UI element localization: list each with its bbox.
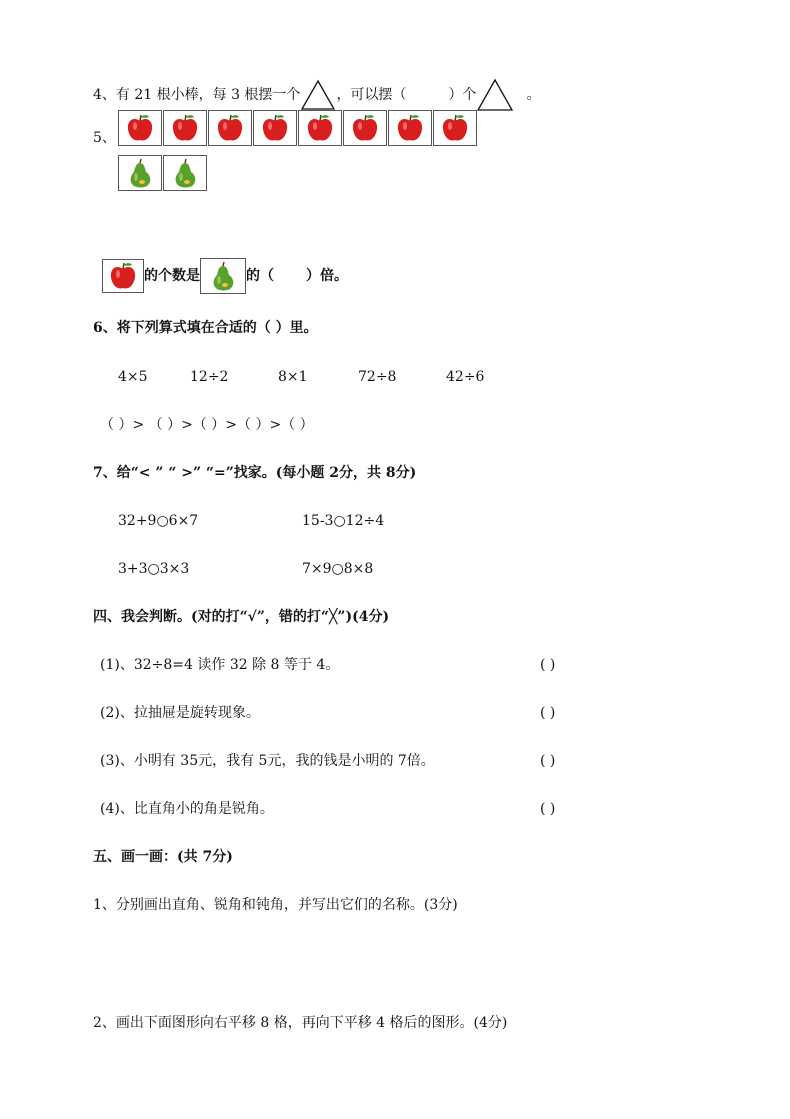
section5-title: 五、画一画：(共 7分) bbox=[93, 849, 233, 865]
apple-cell bbox=[208, 110, 252, 146]
apple-icon bbox=[395, 113, 425, 143]
apple-cell bbox=[118, 110, 162, 146]
apple-icon bbox=[350, 113, 380, 143]
pear-icon bbox=[207, 260, 239, 292]
q7-item: 32+9○6×7 bbox=[118, 513, 199, 529]
q6-expression: 12÷2 bbox=[190, 369, 229, 385]
section5-item1: 1、分别画出直角、锐角和钝角，并写出它们的名称。(3分) bbox=[93, 897, 458, 913]
apple-cell bbox=[163, 110, 207, 146]
apple-cell bbox=[343, 110, 387, 146]
judge-item: (3)、小明有 35元，我有 5元，我的钱是小明的 7倍。 bbox=[100, 753, 435, 769]
q6-title: 6、将下列算式填在合适的（ ）里。 bbox=[93, 320, 318, 336]
pear-box bbox=[200, 258, 246, 294]
q4-text-c: ）个 bbox=[448, 87, 477, 103]
judge-item: (1)、32÷8=4 读作 32 除 8 等于 4。 bbox=[100, 657, 340, 673]
q5-sentence-a: 的个数是 bbox=[144, 268, 200, 284]
apple-icon bbox=[215, 113, 245, 143]
triangle-icon bbox=[300, 79, 336, 111]
q5-sentence-c: ）倍。 bbox=[306, 268, 348, 284]
q4-text-b: ，可以摆（ bbox=[336, 87, 407, 103]
apple-cell bbox=[298, 110, 342, 146]
pear-row bbox=[118, 155, 208, 191]
section5-item2: 2、画出下面图形向右平移 8 格，再向下平移 4 格后的图形。(4分) bbox=[93, 1015, 508, 1031]
apple-cell bbox=[388, 110, 432, 146]
q6-expression: 4×5 bbox=[118, 369, 148, 385]
judge-item: (4)、比直角小的角是锐角。 bbox=[100, 801, 274, 817]
q6-expression: 8×1 bbox=[278, 369, 308, 385]
q4-text-a: 4、有 21 根小棒，每 3 根摆一个 bbox=[93, 87, 301, 103]
q4-text-d: 。 bbox=[526, 87, 541, 103]
q7-title: 7、给“< ” “ >” “=”找家。(每小题 2分，共 8分) bbox=[93, 465, 417, 481]
judge-item: (2)、拉抽屉是旋转现象。 bbox=[100, 705, 260, 721]
q5-sentence bbox=[102, 258, 348, 294]
section4-title: 四、我会判断。(对的打“√”，错的打“╳”)(4分) bbox=[93, 609, 390, 625]
judge-blank: ( ) bbox=[540, 657, 556, 673]
apple-icon bbox=[440, 113, 470, 143]
q6-expression: 72÷8 bbox=[358, 369, 397, 385]
triangle-icon bbox=[476, 78, 514, 112]
apple-icon bbox=[125, 113, 155, 143]
q7-item: 7×9○8×8 bbox=[302, 561, 374, 577]
judge-blank: ( ) bbox=[540, 705, 556, 721]
apple-row bbox=[118, 110, 478, 146]
q5-sentence-b: 的（ bbox=[246, 268, 274, 284]
q7-item: 3+3○3×3 bbox=[118, 561, 190, 577]
judge-blank: ( ) bbox=[540, 801, 556, 817]
judge-blank: ( ) bbox=[540, 753, 556, 769]
apple-icon bbox=[170, 113, 200, 143]
q7-item: 15-3○12÷4 bbox=[302, 513, 385, 529]
q5-label: 5、 bbox=[93, 130, 116, 146]
apple-icon bbox=[305, 113, 335, 143]
apple-box bbox=[102, 259, 144, 293]
pear-icon bbox=[169, 157, 201, 189]
apple-icon bbox=[260, 113, 290, 143]
apple-cell bbox=[433, 110, 477, 146]
q6-expression: 42÷6 bbox=[446, 369, 485, 385]
pear-cell bbox=[163, 155, 207, 191]
pear-cell bbox=[118, 155, 162, 191]
apple-cell bbox=[253, 110, 297, 146]
q6-compare-row: （ ）> （ ）>（ ）>（ ）>（ ） bbox=[100, 417, 314, 433]
q4-line bbox=[93, 78, 540, 112]
pear-icon bbox=[124, 157, 156, 189]
apple-icon bbox=[108, 261, 138, 291]
